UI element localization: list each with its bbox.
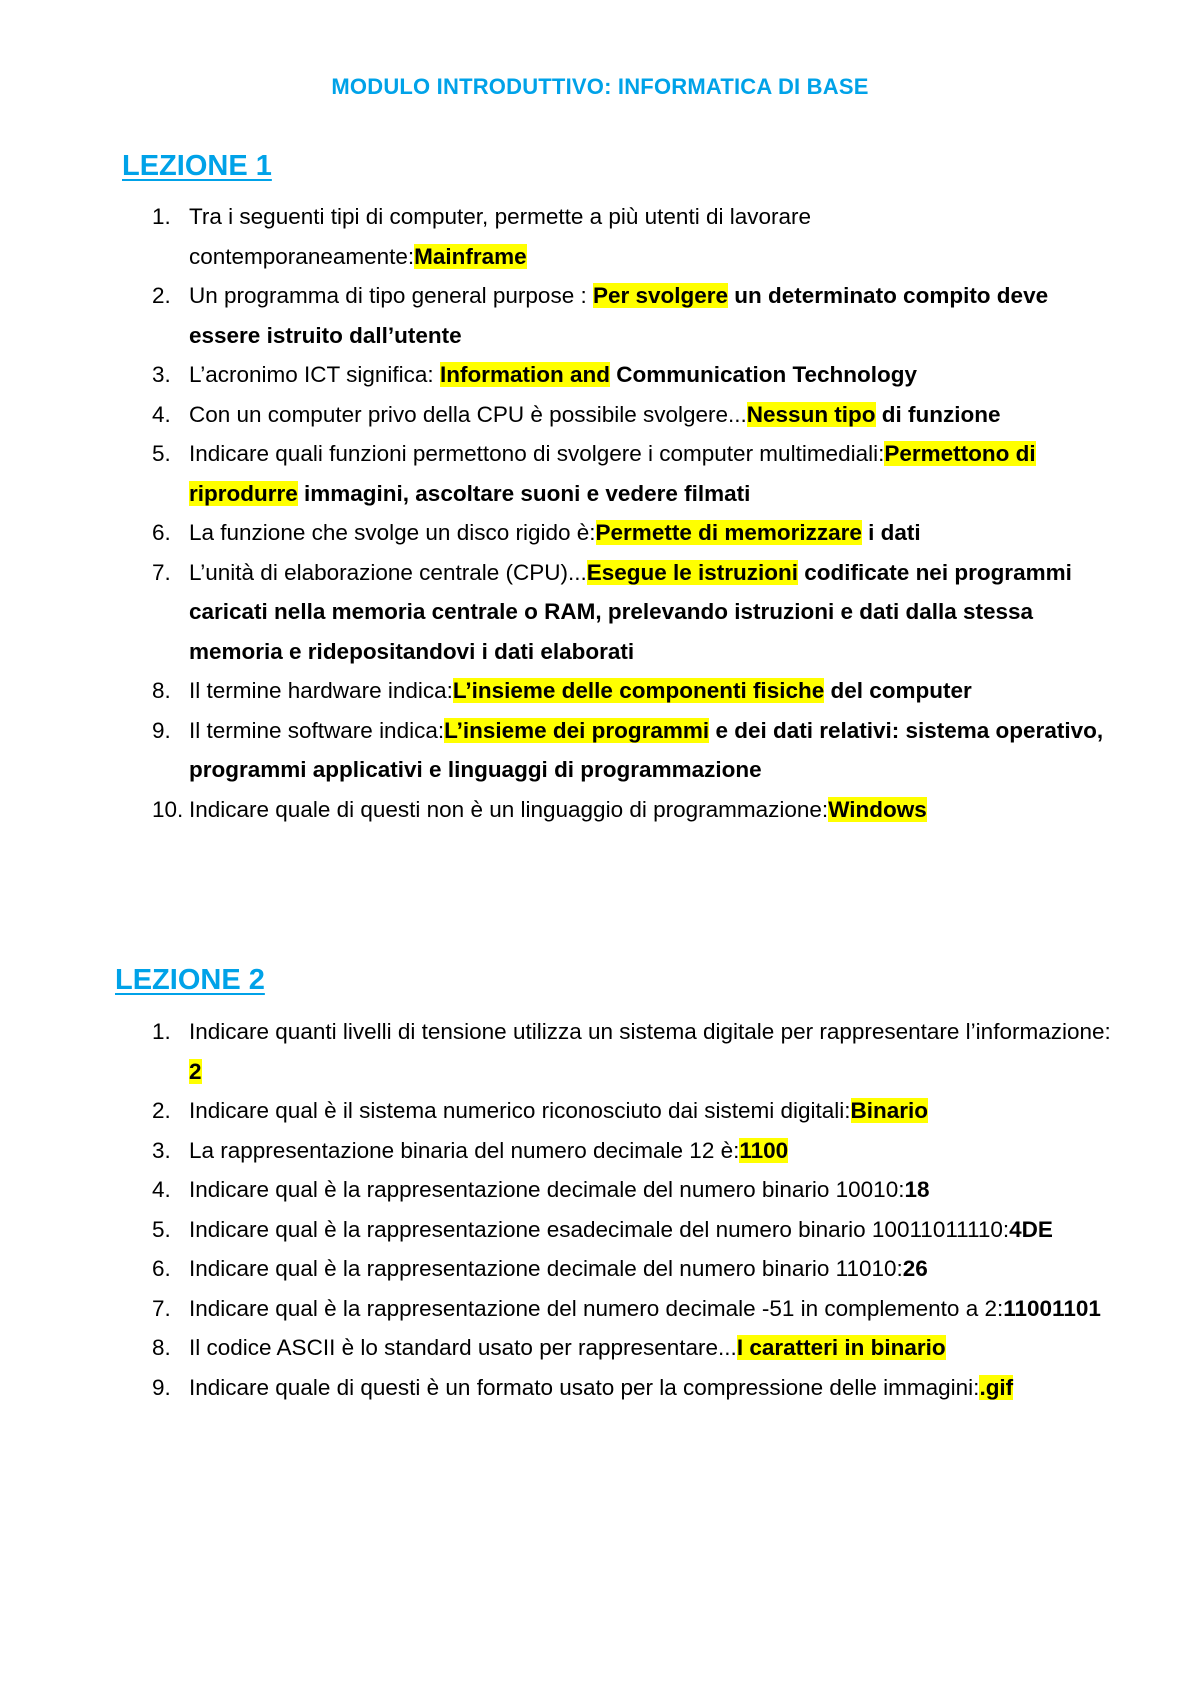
question-item [115, 1368, 1115, 1408]
question-item [115, 1249, 1115, 1289]
question-text: L’unità di elaborazione centrale (CPU)... [189, 559, 587, 585]
question-text: Il codice ASCII è lo standard usato per rappresentare... [189, 1335, 737, 1360]
question-text: Un programma di tipo general purpose : [189, 283, 593, 308]
highlighted-answer: Information and [439, 362, 610, 387]
answer-continuation: e dei dati relativi: sistema operativo, programmi applicativi e linguaggi di programmazione [189, 717, 1104, 782]
question-number: 9. [152, 1374, 171, 1400]
question-number: 3. [152, 362, 171, 387]
question-text: Indicare quanti livelli di tensione utilizza un sistema digitale per rappresentare l’informazione: [189, 1019, 1111, 1044]
question-text: Indicare qual è la rappresentazione esadecimale del numero binario 10011011110: [189, 1216, 1010, 1242]
question-text: Indicare qual è la rappresentazione decimale del numero binario 10010: [189, 1177, 905, 1202]
answer-continuation: i dati [861, 520, 921, 545]
highlighted-answer: Permette di memorizzare [595, 520, 862, 545]
question-number: 4. [152, 1177, 171, 1202]
question-number: 6. [152, 1256, 171, 1281]
question-item [115, 671, 1115, 711]
question-text: Indicare qual è la rappresentazione decimale del numero binario 11010: [189, 1256, 903, 1281]
question-number: 1. [152, 1019, 171, 1044]
question-item [115, 395, 1115, 435]
question-text: Il termine hardware indica: [189, 678, 453, 703]
question-text: Indicare qual è il sistema numerico riconosciuto dai sistemi digitali: [189, 1098, 851, 1123]
question-text: Tra i seguenti tipi di computer, permette a più utenti di lavorare contemporaneamente: [189, 204, 811, 269]
question-text: La rappresentazione binaria del numero decimale 12 è: [189, 1137, 740, 1163]
answer-continuation: Communication Technology [609, 362, 918, 387]
answer-continuation: codificate nei programmi caricati nella memoria centrale o RAM, prelevando istruzioni e dati dalla stessa memoria e ridepositandovi i dati elaborati [189, 559, 1072, 664]
question-text: Indicare quale di questi è un formato usato per la compressione delle immagini: [189, 1374, 980, 1400]
question-text: Indicare quale di questi non è un linguaggio di programmazione: [189, 796, 829, 822]
question-number: 7. [152, 1295, 171, 1321]
question-text: La funzione che svolge un disco rigido è: [189, 520, 596, 545]
answer-continuation: del computer [824, 678, 972, 703]
question-item [115, 711, 1115, 790]
highlighted-answer: I caratteri in binario [736, 1335, 946, 1360]
question-number: 8. [152, 1335, 171, 1360]
highlighted-answer: Esegue le istruzioni [586, 559, 799, 585]
question-text: Indicare qual è la rappresentazione del numero decimale -51 in complemento a 2: [189, 1295, 1004, 1321]
highlighted-answer: L’insieme delle componenti fisiche [452, 678, 825, 703]
answer-continuation: 26 [902, 1256, 928, 1281]
question-item [115, 513, 1115, 553]
question-number: 6. [152, 520, 171, 545]
question-item [115, 197, 1115, 276]
answer-continuation: 11001101 [1003, 1295, 1101, 1321]
question-number: 3. [152, 1137, 171, 1163]
question-item [115, 1289, 1115, 1329]
highlighted-answer: L’insieme dei programmi [444, 717, 710, 743]
document-title: MODULO INTRODUTTIVO: INFORMATICA DI BASE [331, 74, 869, 99]
question-item [115, 1131, 1115, 1171]
question-text: L’acronimo ICT significa: [189, 362, 440, 387]
highlighted-answer: Mainframe [414, 243, 527, 269]
question-item [115, 790, 1115, 830]
answer-continuation: 4DE [1009, 1216, 1053, 1242]
question-item [115, 1012, 1115, 1091]
highlighted-answer: 1100 [739, 1137, 789, 1163]
highlighted-answer: .gif [979, 1374, 1014, 1400]
question-text: Il termine software indica: [189, 717, 445, 743]
highlighted-answer: Per svolgere [592, 283, 729, 308]
highlighted-answer: Permettono di riprodurre [189, 441, 1036, 506]
question-number: 9. [152, 717, 171, 743]
question-item [115, 553, 1115, 672]
question-number: 5. [152, 441, 171, 466]
lesson-1-question-list [115, 197, 1115, 829]
question-number: 1. [152, 204, 171, 229]
question-item [115, 355, 1115, 395]
question-item [115, 1328, 1115, 1368]
question-number: 5. [152, 1216, 171, 1242]
highlighted-answer: 2 [189, 1058, 202, 1084]
answer-continuation: 18 [904, 1177, 930, 1202]
highlighted-answer: Binario [850, 1098, 929, 1123]
question-number: 2. [152, 1098, 171, 1123]
question-number: 2. [152, 283, 171, 308]
lesson-1-heading: LEZIONE 1 [122, 150, 272, 182]
highlighted-answer: Nessun tipo [746, 401, 876, 427]
lesson-2-heading: LEZIONE 2 [115, 964, 265, 996]
question-number: 10. [152, 796, 184, 822]
lesson-2-question-list [115, 1012, 1115, 1407]
question-text: Indicare quali funzioni permettono di svolgere i computer multimediali: [189, 441, 885, 466]
question-text: Con un computer privo della CPU è possibile svolgere... [189, 401, 747, 427]
question-item [115, 1210, 1115, 1250]
question-number: 8. [152, 678, 171, 703]
highlighted-answer: Windows [828, 796, 927, 822]
answer-continuation: un determinato compito deve essere istruito dall’utente [189, 283, 1049, 348]
question-number: 4. [152, 401, 171, 427]
answer-continuation: di funzione [875, 401, 1001, 427]
question-item [115, 1091, 1115, 1131]
question-item [115, 276, 1115, 355]
question-item [115, 1170, 1115, 1210]
question-item [115, 434, 1115, 513]
answer-continuation: immagini, ascoltare suoni e vedere filmati [297, 480, 751, 506]
question-number: 7. [152, 559, 171, 585]
